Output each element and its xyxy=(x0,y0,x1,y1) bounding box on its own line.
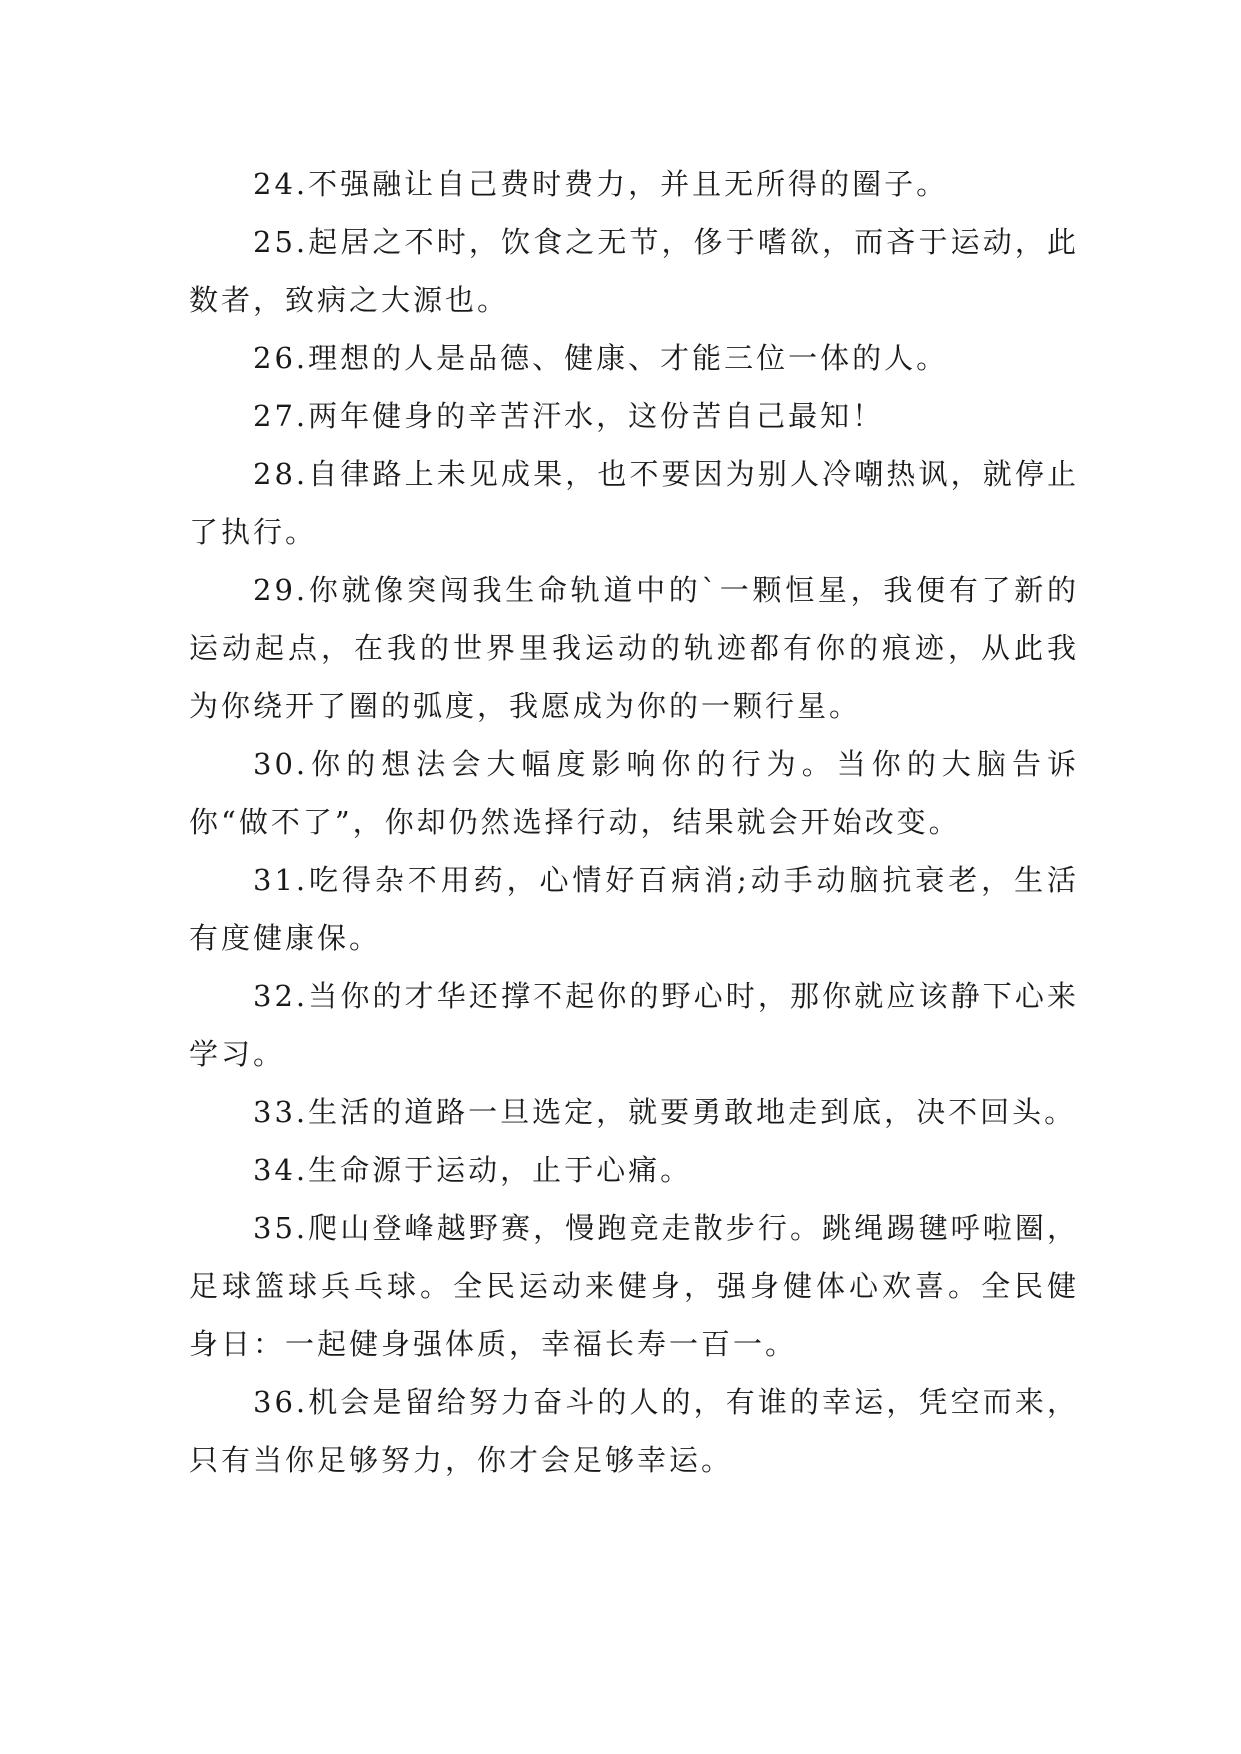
quote-28: 28.自律路上未见成果，也不要因为别人冷嘲热讽，就停止了执行。 xyxy=(189,457,1079,549)
quote-30: 30.你的想法会大幅度影响你的行为。当你的大脑告诉你“做不了”，你却仍然选择行动，结果就会开始改变。 xyxy=(189,747,1079,839)
quote-25: 25.起居之不时，饮食之无节，侈于嗜欲，而吝于运动，此数者，致病之大源也。 xyxy=(189,225,1079,317)
quote-29: 29.你就像突闯我生命轨道中的`一颗恒星，我便有了新的运动起点，在我的世界里我运动的轨迹都有你的痕迹，从此我为你绕开了圈的弧度，我愿成为你的一颗行星。 xyxy=(189,573,1079,723)
document-body xyxy=(189,155,1079,1489)
quote-35: 35.爬山登峰越野赛，慢跑竞走散步行。跳绳踢毽呼啦圈，足球篮球兵乓球。全民运动来健身，强身健体心欢喜。全民健身日：一起健身强体质，幸福长寿一百一。 xyxy=(189,1211,1079,1361)
quote-36: 36.机会是留给努力奋斗的人的，有谁的幸运，凭空而来，只有当你足够努力，你才会足够幸运。 xyxy=(189,1385,1079,1477)
quote-34: 34.生命源于运动，止于心痛。 xyxy=(253,1153,693,1187)
quote-24: 24.不强融让自己费时费力，并且无所得的圈子。 xyxy=(253,167,949,201)
quote-27: 27.两年健身的辛苦汗水，这份苦自己最知！ xyxy=(253,399,885,433)
quote-32: 32.当你的才华还撑不起你的野心时，那你就应该静下心来学习。 xyxy=(189,979,1079,1071)
quote-33: 33.生活的道路一旦选定，就要勇敢地走到底，决不回头。 xyxy=(253,1095,1077,1129)
quote-31: 31.吃得杂不用药，心情好百病消;动手动脑抗衰老，生活有度健康保。 xyxy=(189,863,1079,955)
quote-26: 26.理想的人是品德、健康、才能三位一体的人。 xyxy=(253,341,949,375)
